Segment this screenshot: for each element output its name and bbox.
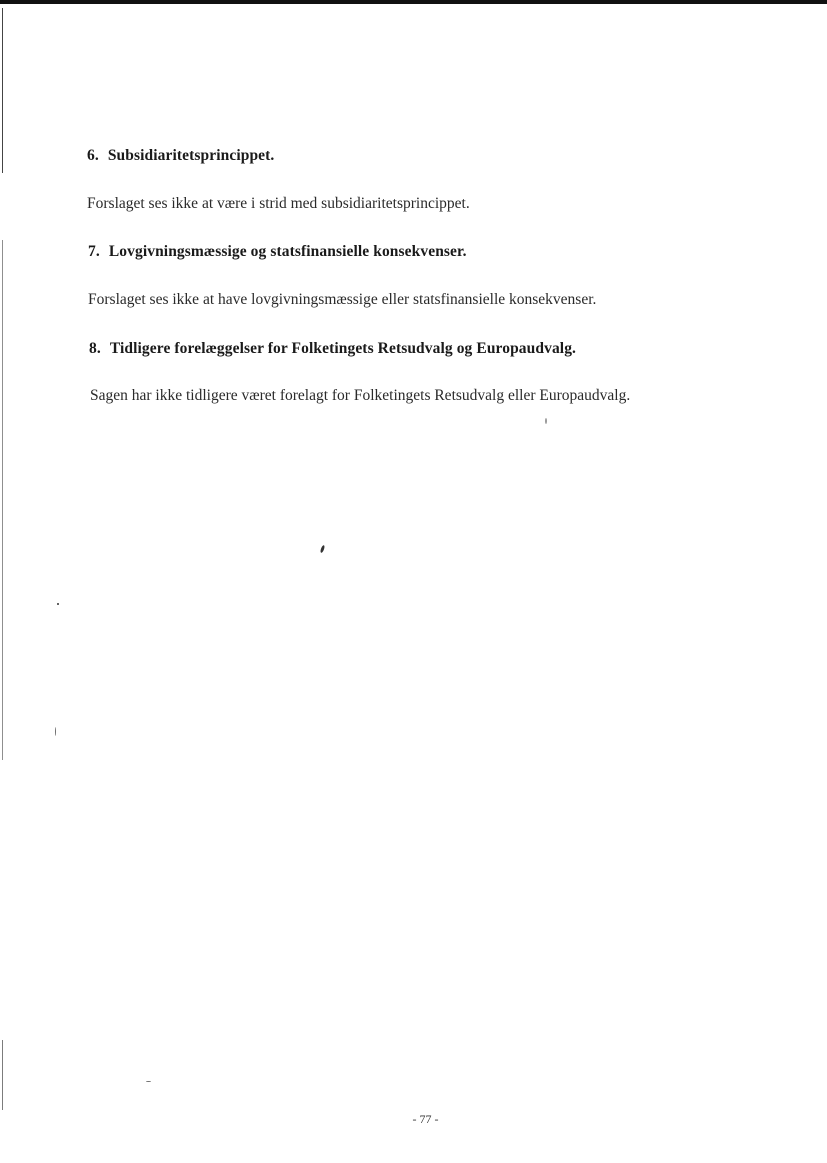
section-title: Lovgivningsmæssige og statsfinansielle konsekvenser. xyxy=(108,243,467,260)
section-heading-8 xyxy=(89,340,576,358)
scan-speck xyxy=(545,418,547,424)
section-body-8: Sagen har ikke tidligere været forelagt for Folketingets Retsudvalg eller Europaudvalg. xyxy=(90,387,631,404)
section-heading-6 xyxy=(87,147,274,165)
scan-speck xyxy=(146,1081,151,1082)
section-heading-7 xyxy=(88,243,467,261)
scan-left-edge xyxy=(2,240,3,760)
scan-speck xyxy=(320,545,326,554)
scan-left-edge xyxy=(2,1040,3,1110)
section-body-7: Forslaget ses ikke at have lovgivningsmæssige eller statsfinansielle konsekvenser. xyxy=(88,291,597,308)
section-title: Subsidiaritetsprincippet. xyxy=(107,147,275,164)
section-number: 7. xyxy=(88,243,100,260)
section-number: 8. xyxy=(89,340,101,357)
section-title: Tidligere forelæggelser for Folketingets Retsudvalg og Europaudvalg. xyxy=(109,340,577,357)
section-number: 6. xyxy=(87,147,99,164)
scan-speck xyxy=(55,727,56,736)
scan-left-edge xyxy=(2,8,3,173)
scan-top-border xyxy=(0,0,827,4)
section-body-6: Forslaget ses ikke at være i strid med subsidiaritetsprincippet. xyxy=(87,195,470,212)
page-number: - 77 - xyxy=(412,1112,439,1126)
scan-speck xyxy=(57,603,59,605)
